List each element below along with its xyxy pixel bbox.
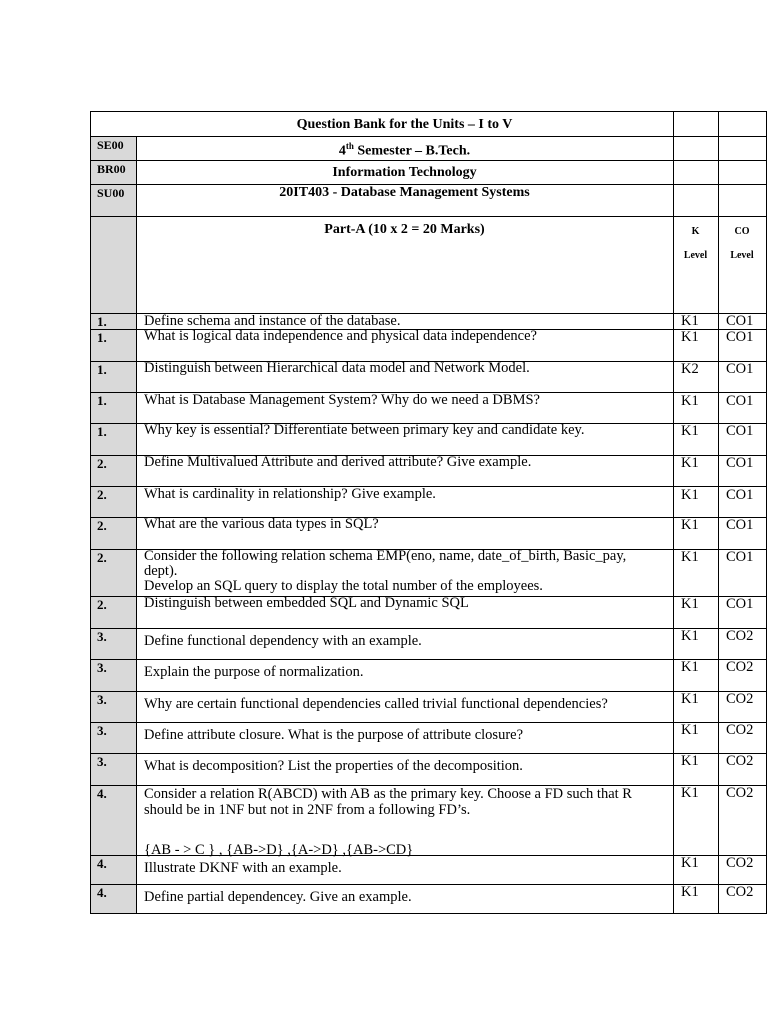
question-number: 1. bbox=[97, 314, 107, 329]
question-text bbox=[144, 759, 669, 774]
co-level: CO1 bbox=[726, 487, 754, 503]
k-level: K1 bbox=[681, 329, 699, 345]
row-divider bbox=[90, 722, 767, 723]
question-text bbox=[144, 455, 669, 470]
question-line: Distinguish between embedded SQL and Dynamic SQL bbox=[144, 595, 469, 611]
part-a-shade bbox=[91, 216, 136, 313]
k-level-header-sub: Level bbox=[683, 250, 708, 261]
question-bank-title: Question Bank for the Units – I to V bbox=[296, 117, 513, 132]
question-text bbox=[144, 361, 669, 376]
k-level: K1 bbox=[681, 393, 699, 409]
question-text bbox=[144, 697, 669, 712]
question-line: Explain the purpose of normalization. bbox=[144, 664, 364, 680]
question-line: What is logical data independence and physical data independence? bbox=[144, 328, 537, 344]
course-title: 20IT403 - Database Management Systems bbox=[279, 185, 530, 200]
question-number: 1. bbox=[97, 393, 107, 408]
question-line: Develop an SQL query to display the total number of the employees. bbox=[144, 578, 543, 594]
question-text bbox=[144, 665, 669, 680]
column-divider bbox=[766, 111, 767, 913]
question-line: Define functional dependency with an example. bbox=[144, 633, 422, 649]
co-level: CO1 bbox=[726, 361, 754, 377]
question-number: 4. bbox=[97, 885, 107, 900]
co-level: CO2 bbox=[726, 785, 754, 801]
department-name: Information Technology bbox=[332, 165, 477, 180]
question-line: Define Multivalued Attribute and derived attribute? Give example. bbox=[144, 454, 532, 470]
co-level-header-sub: Level bbox=[730, 250, 754, 261]
co-level: CO1 bbox=[726, 313, 754, 329]
question-number: 1. bbox=[97, 424, 107, 439]
k-level: K1 bbox=[681, 517, 699, 533]
question-number: 2. bbox=[97, 456, 107, 471]
code-se: SE00 bbox=[97, 138, 124, 152]
question-text bbox=[144, 634, 669, 649]
question-line: What is Database Management System? Why do we need a DBMS? bbox=[144, 392, 540, 408]
question-text bbox=[144, 786, 669, 858]
question-line: Why key is essential? Differentiate between primary key and candidate key. bbox=[144, 422, 585, 438]
column-divider bbox=[136, 136, 137, 913]
question-number: 4. bbox=[97, 786, 107, 801]
co-level: CO1 bbox=[726, 329, 754, 345]
co-level: CO2 bbox=[726, 691, 754, 707]
question-line: Consider a relation R(ABCD) with AB as the primary key. Choose a FD such that R bbox=[144, 786, 632, 802]
question-line bbox=[144, 818, 669, 842]
k-level: K1 bbox=[681, 455, 699, 471]
question-number: 3. bbox=[97, 692, 107, 707]
question-number: 4. bbox=[97, 856, 107, 871]
question-text bbox=[144, 393, 669, 408]
question-text bbox=[144, 890, 669, 905]
question-text bbox=[144, 728, 669, 743]
k-level: K1 bbox=[681, 423, 699, 439]
code-br: BR00 bbox=[97, 162, 126, 176]
question-line: Distinguish between Hierarchical data model and Network Model. bbox=[144, 360, 530, 376]
row-divider bbox=[90, 160, 767, 161]
question-line: Define attribute closure. What is the purpose of attribute closure? bbox=[144, 727, 524, 743]
question-number: 2. bbox=[97, 597, 107, 612]
question-number: 3. bbox=[97, 754, 107, 769]
k-level: K1 bbox=[681, 753, 699, 769]
k-level: K1 bbox=[681, 596, 699, 612]
semester-line: 4th Semester – B.Tech. bbox=[338, 141, 471, 159]
question-number: 2. bbox=[97, 518, 107, 533]
question-line: should be in 1NF but not in 2NF from a following FD’s. bbox=[144, 802, 471, 818]
question-line: Why are certain functional dependencies called trivial functional dependencies? bbox=[144, 696, 608, 712]
row-divider bbox=[90, 913, 767, 914]
co-level: CO2 bbox=[726, 659, 754, 675]
question-line: Illustrate DKNF with an example. bbox=[144, 860, 342, 876]
question-line: Define schema and instance of the database. bbox=[144, 313, 401, 329]
question-text bbox=[144, 487, 669, 502]
question-number: 1. bbox=[97, 362, 107, 377]
question-number: 2. bbox=[97, 487, 107, 502]
co-level-header: CO bbox=[734, 226, 750, 237]
question-line: dept). bbox=[144, 563, 178, 579]
question-line: Consider the following relation schema EMP(eno, name, date_of_birth, Basic_pay, bbox=[144, 548, 627, 564]
table-top-border bbox=[90, 111, 767, 112]
part-a-heading: Part-A (10 x 2 = 20 Marks) bbox=[324, 222, 485, 237]
co-level: CO2 bbox=[726, 855, 754, 871]
question-line: What is cardinality in relationship? Give example. bbox=[144, 486, 436, 502]
row-divider bbox=[90, 884, 767, 885]
question-text bbox=[144, 549, 669, 594]
question-line: What is decomposition? List the properties of the decomposition. bbox=[144, 758, 523, 774]
question-text bbox=[144, 861, 669, 876]
co-level: CO2 bbox=[726, 884, 754, 900]
co-level: CO2 bbox=[726, 722, 754, 738]
question-text bbox=[144, 596, 669, 611]
question-number: 2. bbox=[97, 550, 107, 565]
question-number: 3. bbox=[97, 629, 107, 644]
co-level: CO1 bbox=[726, 549, 754, 565]
co-level: CO2 bbox=[726, 753, 754, 769]
k-level: K1 bbox=[681, 313, 699, 329]
k-level: K1 bbox=[681, 628, 699, 644]
question-text bbox=[144, 314, 669, 329]
question-text bbox=[144, 517, 669, 532]
k-level: K1 bbox=[681, 659, 699, 675]
co-level: CO2 bbox=[726, 628, 754, 644]
row-divider bbox=[90, 216, 767, 217]
row-divider bbox=[90, 753, 767, 754]
question-line: What are the various data types in SQL? bbox=[144, 516, 379, 532]
k-level: K1 bbox=[681, 785, 699, 801]
question-line: Define partial dependencey. Give an example. bbox=[144, 889, 412, 905]
k-level: K1 bbox=[681, 855, 699, 871]
question-line: {AB - > C } , {AB->D} ,{A->D} ,{AB->CD} bbox=[144, 842, 414, 858]
question-number: 3. bbox=[97, 660, 107, 675]
row-divider bbox=[90, 691, 767, 692]
question-text bbox=[144, 329, 669, 344]
question-number: 3. bbox=[97, 723, 107, 738]
k-level: K1 bbox=[681, 691, 699, 707]
k-level: K2 bbox=[681, 361, 699, 377]
row-divider bbox=[90, 628, 767, 629]
k-level: K1 bbox=[681, 722, 699, 738]
co-level: CO1 bbox=[726, 517, 754, 533]
co-level: CO1 bbox=[726, 455, 754, 471]
co-level: CO1 bbox=[726, 423, 754, 439]
row-divider bbox=[90, 136, 767, 137]
k-level: K1 bbox=[681, 487, 699, 503]
co-level: CO1 bbox=[726, 393, 754, 409]
k-level: K1 bbox=[681, 549, 699, 565]
question-text bbox=[144, 423, 669, 438]
row-divider bbox=[90, 659, 767, 660]
code-su: SU00 bbox=[97, 186, 125, 200]
k-level: K1 bbox=[681, 884, 699, 900]
co-level: CO1 bbox=[726, 596, 754, 612]
question-number: 1. bbox=[97, 330, 107, 345]
k-level-header: K bbox=[691, 226, 700, 237]
